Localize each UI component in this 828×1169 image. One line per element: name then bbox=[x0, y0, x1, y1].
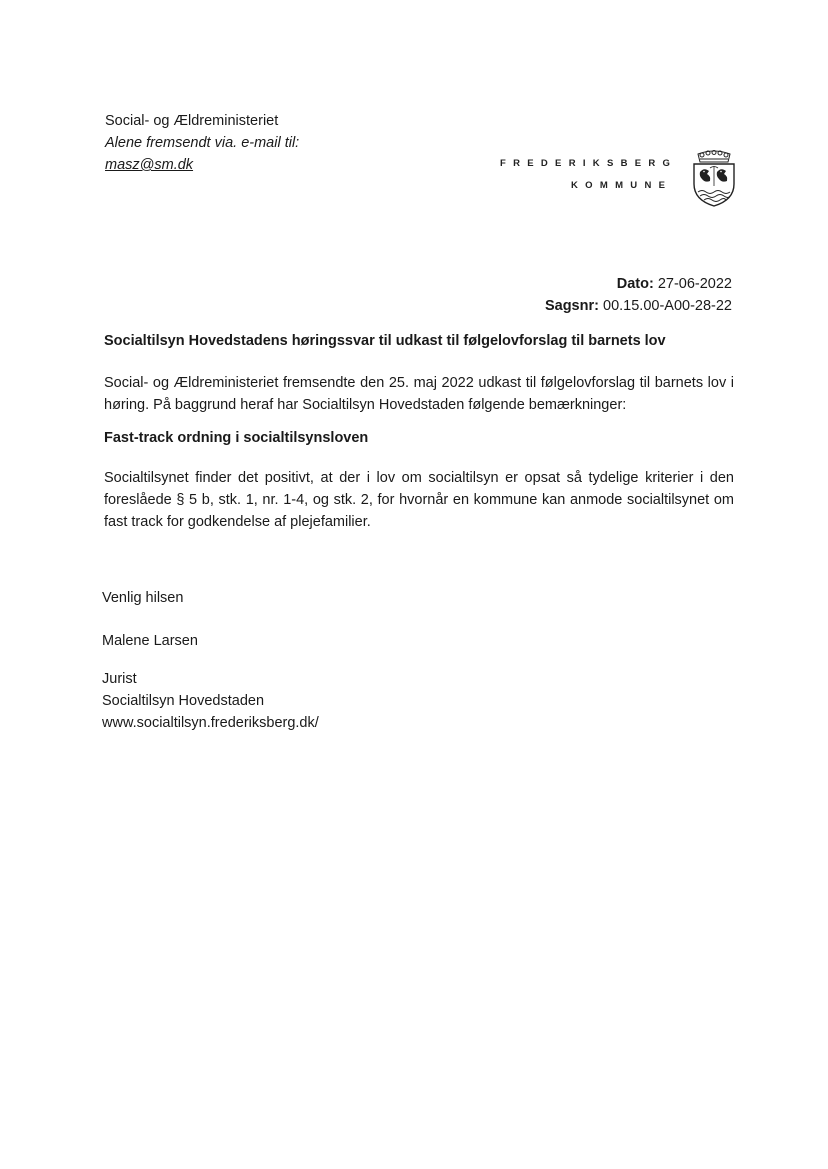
frederiksberg-logo bbox=[500, 150, 745, 210]
organization-website[interactable]: www.socialtilsyn.frederiksberg.dk/ bbox=[102, 715, 319, 731]
coat-of-arms-icon bbox=[690, 150, 738, 208]
case-number-value: 00.15.00-A00-28-22 bbox=[603, 298, 732, 314]
recipient-email[interactable]: masz@sm.dk bbox=[105, 157, 194, 173]
document-meta bbox=[545, 273, 732, 317]
section-paragraph: Socialtilsynet finder det positivt, at der i lov om socialtilsyn er opsat så tydelige kriterier i den foreslåede § 5 b, stk. 1, nr. 1-4, og stk. 2, for hvornår en kommune kan anmode socialtilsynet om fast track for godkendelse af plejefamilier. bbox=[104, 470, 734, 530]
logo-text-line1: FREDERIKSBERG bbox=[500, 158, 678, 169]
date-label: Dato: bbox=[616, 276, 654, 292]
recipient-name: Social- og Ældreministeriet bbox=[105, 113, 279, 129]
recipient-block bbox=[105, 110, 299, 176]
signer-name: Malene Larsen bbox=[102, 633, 198, 649]
case-number-label: Sagsnr: bbox=[544, 298, 599, 314]
signer-title: Jurist bbox=[102, 671, 137, 687]
closing-greeting: Venlig hilsen bbox=[102, 590, 184, 606]
case-number-line bbox=[545, 295, 732, 317]
letter-title: Socialtilsyn Hovedstadens høringssvar til udkast til følgelovforslag til barnets lov bbox=[104, 333, 666, 349]
date-line bbox=[545, 273, 732, 295]
section-heading: Fast-track ordning i socialtilsynsloven bbox=[104, 430, 369, 446]
intro-paragraph: Social- og Ældreministeriet fremsendte den 25. maj 2022 udkast til følgelovforslag til barnets lov i høring. På baggrund heraf har Socialtilsyn Hovedstaden følgende bemærkninger: bbox=[104, 375, 734, 413]
recipient-note: Alene fremsendt via. e-mail til: bbox=[105, 135, 300, 151]
signature-block bbox=[102, 668, 319, 734]
logo-text-line2: KOMMUNE bbox=[571, 180, 673, 191]
signer-organization: Socialtilsyn Hovedstaden bbox=[102, 693, 265, 709]
date-value: 27-06-2022 bbox=[657, 276, 732, 292]
